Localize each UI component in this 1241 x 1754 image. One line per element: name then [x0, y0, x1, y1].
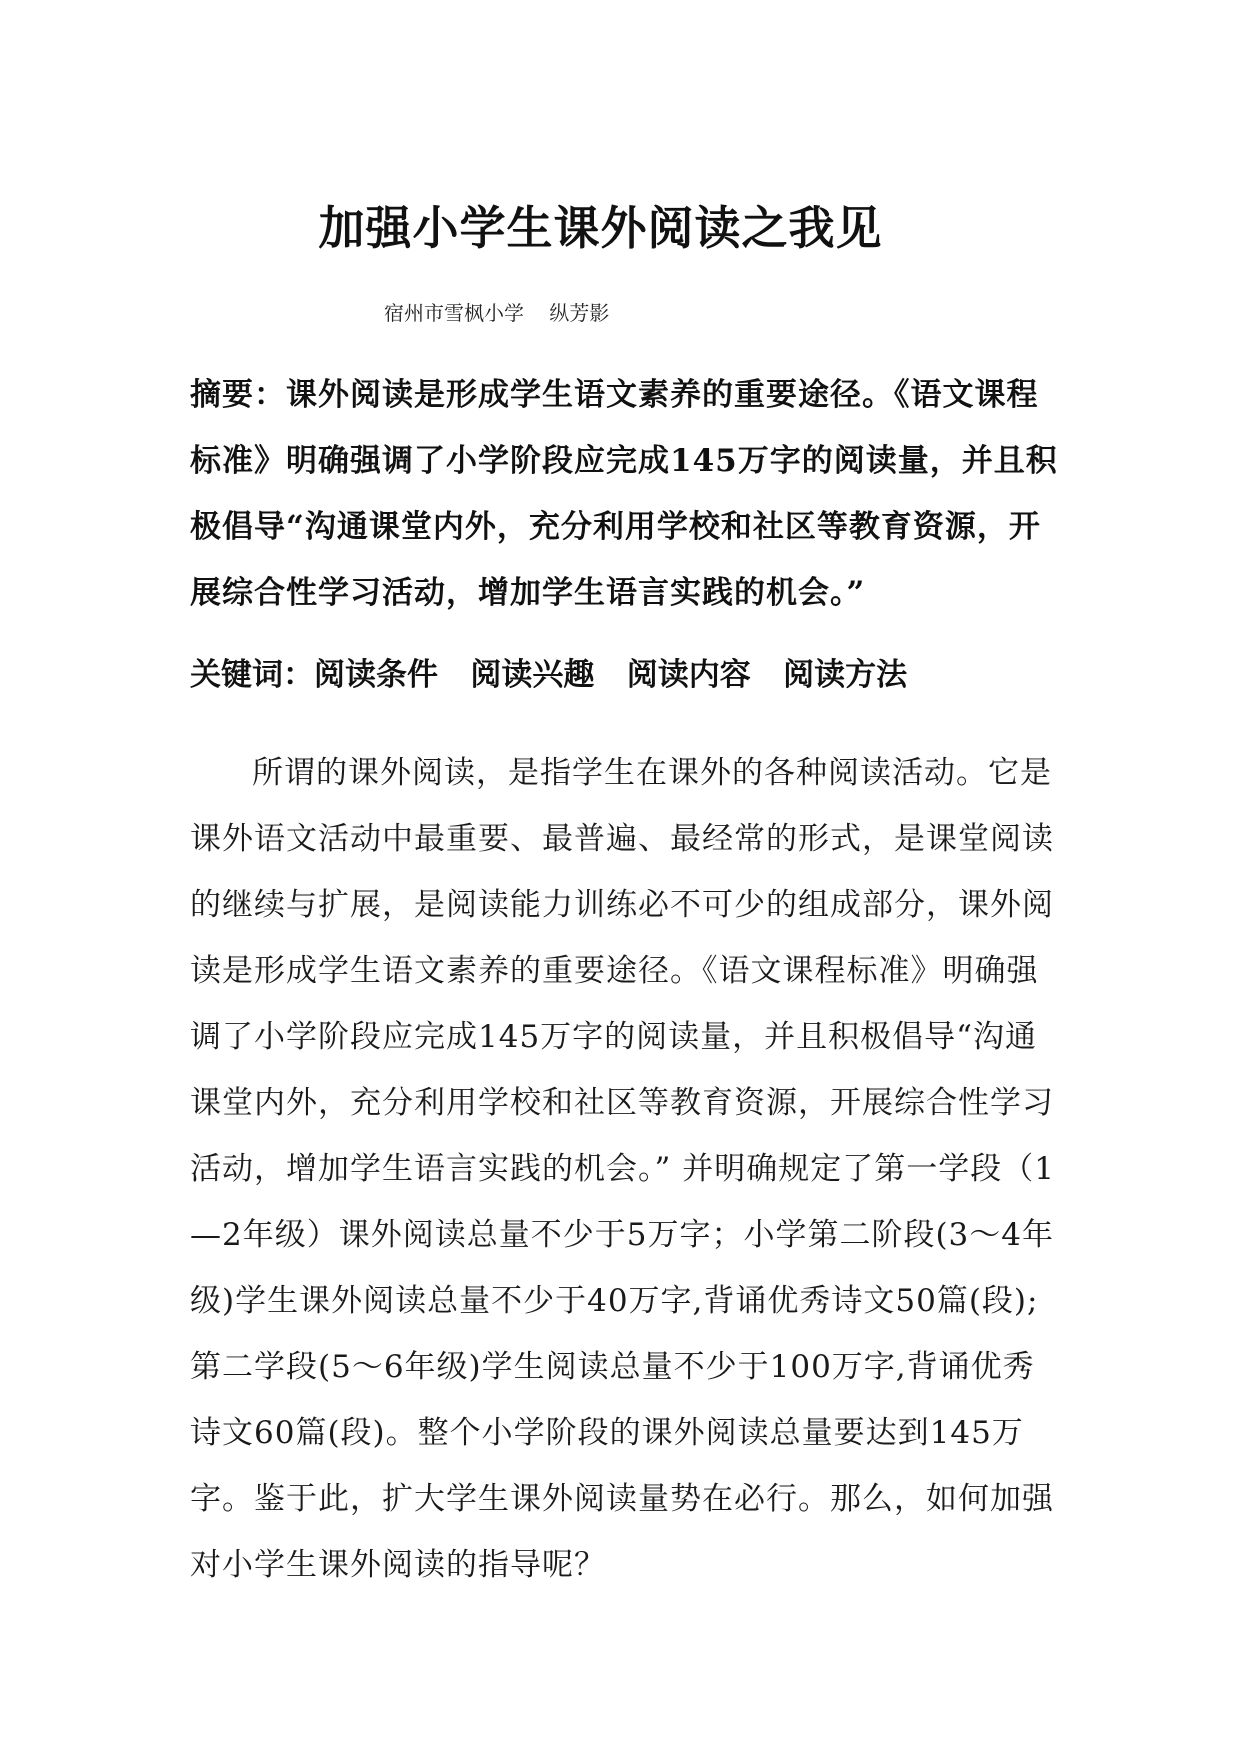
abstract-paragraph — [190, 362, 1060, 626]
keyword-item: 阅读兴趣 — [470, 657, 595, 693]
keyword-item: 阅读方法 — [783, 657, 908, 693]
abstract-label: 摘要： — [190, 377, 286, 413]
document-title: 加强小学生课外阅读之我见 — [318, 201, 883, 255]
abstract-text: 课外阅读是形成学生语文素养的重要途径。《语文课程标准》明确强调了小学阶段应完成145万字的阅读量，并且积极倡导“沟通课堂内外，充分利用学校和社区等教育资源，开展综合性学习活动，增加学生语言实践的机会。” — [190, 377, 1058, 611]
keyword-item: 阅读内容 — [626, 657, 751, 693]
body-paragraph: 所谓的课外阅读，是指学生在课外的各种阅读活动。它是课外语文活动中最重要、最普遍、最经常的形式，是课堂阅读的继续与扩展，是阅读能力训练必不可少的组成部分，课外阅读是形成学生语文素养的重要途径。《语文课程标准》明确强调了小学阶段应完成145万字的阅读量，并且积极倡导“沟通课堂内外，充分利用学校和社区等教育资源，开展综合性学习活动，增加学生语言实践的机会。” 并明确规定了第一学段（1—2年级）课外阅读总量不少于5万字；小学第二阶段(3～4年级)学生课外阅读总量不少于40万字,背诵优秀诗文50篇(段);第二学段(5～6年级)学生阅读总量不少于100万字,背诵优秀诗文60篇(段)。整个小学阶段的课外阅读总量要达到145万字。鉴于此，扩大学生课外阅读量势在必行。那么，如何加强对小学生课外阅读的指导呢？ — [190, 755, 1055, 1583]
keywords-line — [190, 650, 1060, 700]
author-line: 宿州市雪枫小学 纵芳影 — [384, 301, 610, 325]
keywords-label: 关键词： — [190, 657, 314, 693]
keyword-item: 阅读条件 — [314, 657, 438, 693]
